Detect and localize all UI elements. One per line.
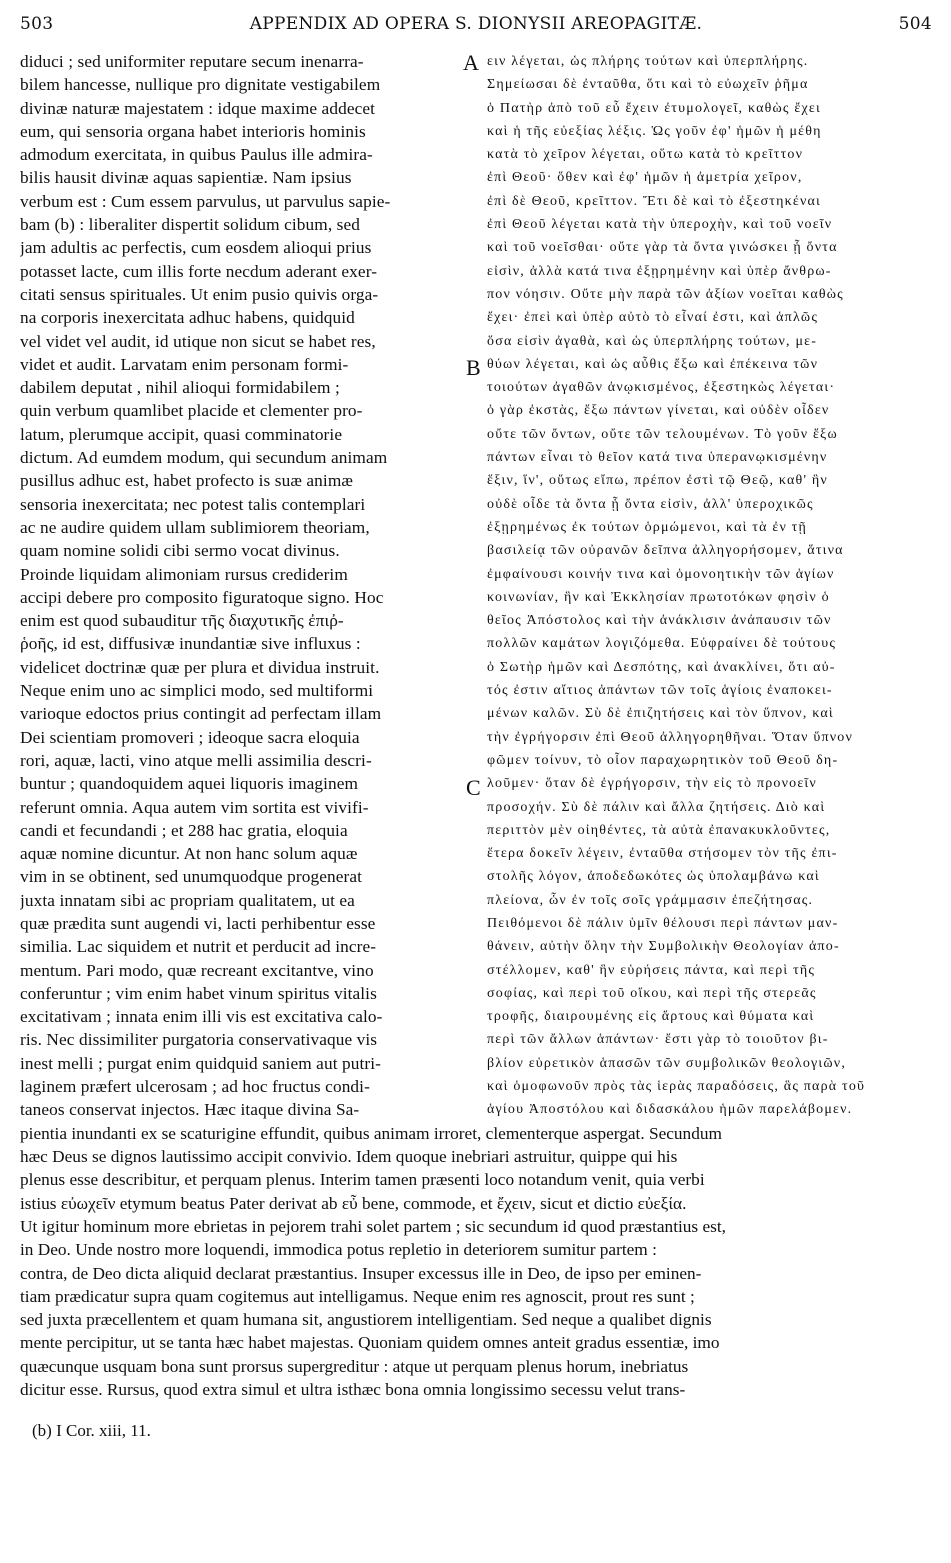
latin-line: quin verbum quamlibet placide et clementer pro- — [20, 401, 363, 421]
latin-line: taneos conservat injectos. Hæc itaque divina Sa- — [20, 1100, 360, 1120]
full-width-line: contra, de Deo dicta aliquid declarat præstantius. Insuper excessus ille in Deo, de ipso per eminen- — [20, 1263, 702, 1283]
latin-line: varioque edoctos prius contingit ad perfectam illam — [20, 704, 382, 724]
section-marker-c: C — [466, 775, 481, 800]
greek-line: τὴν ἐγρήγορσιν ἐπὶ Θεοῦ ἀλληγορηθῆναι. Ὅταν ὕπνον — [487, 729, 853, 745]
latin-column — [20, 50, 460, 1122]
latin-line: ris. Nec dissimiliter purgatoria conservativaque vis — [20, 1030, 378, 1050]
full-width-line: hæc Deus se dignos lautissimo accipit convivio. Idem quoque inebriari astruitur, quippe qui his — [20, 1147, 678, 1167]
greek-line: οὔτε τῶν ὄντων, οὔτε τῶν τελουμένων. Τὸ γοῦν ἔξω — [487, 426, 838, 442]
latin-line: quam nomine solidi cibi sermo vocat divinus. — [20, 541, 340, 561]
greek-line: ὅσα εἰσὶν ἀγαθὰ, καὶ ὡς ὑπερπλήρης τούτων, με- — [487, 333, 818, 349]
greek-line: καὶ τοῦ νοεῖσθαι· οὔτε γὰρ τὰ ὄντα γινώσκει ᾗ ὄντα — [487, 240, 838, 256]
latin-line: ac ne audire quidem ullam sublimiorem theoriam, — [20, 517, 370, 537]
greek-line: κοινωνίαν, ἣν καὶ Ἐκκλησίαν πρωτοτόκων φησὶν ὁ — [487, 589, 830, 605]
full-width-line: dicitur esse. Rursus, quod extra simul et ultra isthæc bona omnia longissimo secessu velut trans- — [20, 1380, 686, 1400]
full-width-line: in Deo. Unde nostro more loquendi, immodica potus repletio in deteriorem sumitur partem : — [20, 1240, 657, 1260]
latin-line: dictum. Ad eumdem modum, qui secundum animam — [20, 448, 388, 468]
full-width-line: tiam prædicatur supra quam cogitemus aut intelligamus. Neque enim res agnoscit, prout res sunt ; — [20, 1286, 695, 1306]
latin-line: bilem hancesse, nullique pro dignitate vestigabilem — [20, 75, 381, 95]
latin-line: citati sensus spirituales. Ut enim pusio quivis orga- — [20, 284, 379, 304]
greek-line: ἕτερα δοκεῖν λέγειν, ἐνταῦθα στήσομεν τὸν τῆς ἐπι- — [487, 846, 838, 862]
greek-line: ὁ Σωτὴρ ἡμῶν καὶ Δεσπότης, καὶ ἀνακλίνει, ὅτι αὐ- — [487, 659, 836, 675]
latin-line: mentum. Pari modo, quæ recreant excitantve, vino — [20, 960, 374, 980]
greek-line: ειν λέγεται, ὡς πλήρης τούτων καὶ ὑπερπλήρης. — [487, 54, 809, 69]
latin-line: dabilem deputat , nihil alioqui formidabilem ; — [20, 378, 340, 398]
full-width-line: Ut igitur hominum more ebrietas in pejorem trahi solet partem ; sic secundum id quod præstantius est, — [20, 1216, 726, 1236]
greek-line: σοφίας, καὶ περὶ τοῦ οἴκου, καὶ περὶ τῆς στερεᾶς — [487, 985, 817, 1001]
greek-line: ἐπὶ Θεοῦ λέγεται κατὰ τὴν ὑπεροχὴν, καὶ τοῦ νοεῖν — [487, 217, 833, 233]
greek-line: βασιλείᾳ τῶν οὐρανῶν δεῖπνα ἀλληγορήσομεν, ἅτινα — [487, 543, 844, 559]
latin-line: referunt omnia. Aqua autem vim sortita est vivifi- — [20, 797, 369, 817]
greek-line: στέλλομεν, καθ' ἣν εὑρήσεις πάντα, καὶ περὶ τῆς — [487, 962, 816, 978]
latin-line: aquæ nomine dicuntur. At non hanc solum aquæ — [20, 844, 358, 864]
greek-line: ὁ Πατὴρ ἀπὸ τοῦ εὖ ἔχειν ἐτυμολογεῖ, καθὼς ἔχει — [487, 100, 821, 116]
full-width-line: sed juxta præcellentem et quam humana sit, angustiorem intelligentiam. Sed neque a qualibet dignis — [20, 1310, 712, 1330]
greek-line: ἁγίου Ἀποστόλου καὶ διδασκάλου ἡμῶν παρελάβομεν. — [487, 1102, 853, 1118]
latin-line: similia. Lac siquidem et nutrit et perducit ad incre- — [20, 937, 377, 957]
latin-line: ῥοῆς, id est, diffusivæ inundantiæ sive influxus : — [20, 634, 361, 654]
greek-line: πολλῶν καμάτων λογιζόμεθα. Εὐφραίνει δὲ τούτους — [487, 636, 837, 652]
latin-line: Neque enim uno ac simplici modo, sed multiformi — [20, 681, 374, 701]
latin-line: enim est quod subauditur τῆς διαχυτικῆς ἐπιῤ- — [20, 611, 344, 631]
latin-line: jam adultis ac perfectis, cum eosdem alioqui prius — [20, 238, 372, 258]
greek-line: Πειθόμενοι δὲ πάλιν ὑμῖν θέλουσι περὶ πάντων μαν- — [487, 915, 839, 931]
page-header — [20, 14, 932, 38]
section-marker-a: A — [463, 50, 479, 75]
greek-line: πλείονα, ὧν ἐν τοῖς σοῖς γράμμασιν ἐπεζήτησας. — [487, 892, 814, 908]
greek-line: προσοχήν. Σὺ δὲ πάλιν καὶ ἄλλα ζητήσεις. Διὸ καὶ — [487, 799, 826, 815]
latin-line: videlicet doctrinæ quæ per plura et dividua instruit. — [20, 657, 380, 677]
latin-line: accipi debere pro composito figuratoque signo. Hoc — [20, 587, 384, 607]
greek-line: στολῆς λόγον, ἀποδεδωκότες ὡς ὑπολαμβάνω καὶ — [487, 869, 820, 885]
latin-line: divinæ naturæ majestatem : idque maxime addecet — [20, 98, 376, 118]
page-number-left: 503 — [20, 14, 54, 34]
full-width-line: quæcunque usquam bona sunt prorsus supergreditur : atque ut perquam plenus horum, inebriatus — [20, 1356, 689, 1376]
latin-line: vim in se obtinent, sed unumquodque progenerat — [20, 867, 362, 887]
greek-line: Σημείωσαι δὲ ἐνταῦθα, ὅτι καὶ τὸ εὐωχεῖν ῥῆμα — [487, 77, 809, 93]
latin-line: sensoria inexercitata; nec potest talis contemplari — [20, 494, 366, 514]
greek-line: περὶ τῶν ἄλλων ἁπάντων· ἔστι γὰρ τὸ τοιοῦτον βι- — [487, 1032, 829, 1048]
latin-line: na corporis inexercitata adhuc habens, quidquid — [20, 308, 355, 328]
greek-line: ἐξῃρημένως ἐκ τούτων ὁρμώμενοι, καὶ τὰ ἐν τῇ — [487, 519, 808, 535]
greek-line: λοῦμεν· ὅταν δὲ ἐγρήγορσιν, τὴν εἰς τὸ προνοεῖν — [487, 776, 817, 792]
latin-line: diduci ; sed uniformiter reputare secum inenarra- — [20, 52, 364, 71]
greek-line: θεῖος Ἀπόστολος καὶ τὴν ἀνάκλισιν ἀνάπαυσιν τῶν — [487, 613, 832, 629]
running-title: APPENDIX AD OPERA S. DIONYSII AREOPAGITÆ. — [249, 14, 703, 34]
latin-line: excitativam ; innata enim illi vis est excitativa calo- — [20, 1007, 383, 1027]
latin-line: laginem præfert ulcerosam ; ad hoc fructus condi- — [20, 1077, 370, 1097]
latin-line: inest melli ; purgat enim quidquid saniem aut putri- — [20, 1053, 382, 1073]
greek-line: καὶ ὁμοφωνοῦν πρὸς τὰς ἱερὰς παραδόσεις, ἃς παρὰ τοῦ — [487, 1079, 866, 1095]
greek-line: θάνειν, αὐτὴν ὅλην τὴν Συμβολικὴν Θεολογίαν ἀπο- — [487, 939, 840, 955]
greek-line: θύων λέγεται, καὶ ὡς αὖθις ἔξω καὶ ἐπέκεινα τῶν — [487, 356, 819, 372]
full-width-line: istius εὐωχεῖν etymum beatus Pater derivat ab εὖ bene, commode, et ἔχειν, sicut et dictio εὐεξία. — [20, 1193, 687, 1213]
greek-line: τός ἐστιν αἴτιος ἁπάντων τῶν τοῖς ἁγίοις ἐναποκει- — [487, 683, 833, 699]
latin-line: quæ prædita sunt augendi vi, lacti perhibentur esse — [20, 913, 376, 933]
latin-line: bilis hausit divinæ aquas sapientiæ. Nam ipsius — [20, 168, 352, 188]
greek-line: κατὰ τὸ χεῖρον λέγεται, οὕτω κατὰ τὸ κρεῖττον — [487, 147, 804, 163]
greek-line: εἰσὶν, ἀλλὰ κατά τινα ἐξῃρημένην καὶ ὑπὲρ ἄνθρω- — [487, 263, 832, 279]
latin-line: pusillus adhuc est, habet profecto is suæ animæ — [20, 471, 353, 491]
footnote: (b) I Cor. xiii, 11. — [32, 1421, 151, 1441]
greek-line: καὶ ἡ τῆς εὐεξίας λέξις. Ὡς γοῦν ἐφ' ἡμῶν ἡ μέθη — [487, 123, 822, 139]
greek-line: ἕξιν, ἵν', οὕτως εἴπω, πρέπον ἐστὶ τῷ Θεῷ, καθ' ἣν — [487, 473, 828, 489]
greek-line: ἐμφαίνουσι κοινήν τινα καὶ ὁμονοητικὴν τῶν ἁγίων — [487, 566, 835, 582]
greek-line: ἔχει· ἐπεὶ καὶ ὑπὲρ αὐτὸ τὸ εἶναί ἐστι, καὶ ἁπλῶς — [487, 310, 819, 326]
latin-line: Proinde liquidam alimoniam rursus crediderim — [20, 564, 348, 584]
full-width-line: plenus esse describitur, et perquam plenus. Interim tamen præsenti loco notandum venit, quia verbi — [20, 1170, 705, 1190]
greek-line: οὐδὲ οἶδε τὰ ὄντα ᾗ ὄντα εἰσὶν, ἀλλ' ὑπεροχικῶς — [487, 496, 814, 512]
greek-column — [487, 50, 935, 1122]
latin-line: rori, aquæ, lacti, vino atque melli assimilia descri- — [20, 750, 372, 770]
latin-line: bam (b) : liberaliter dispertit solidum cibum, sed — [20, 215, 360, 235]
greek-line: μένων καλῶν. Σὺ δὲ ἐπιζητήσεις καὶ τὸν ὕπνον, καὶ — [487, 706, 834, 722]
full-width-line: pientia inundanti ex se scaturigine effundit, quibus animam irroret, clementerque aspergat. Secundum — [20, 1123, 722, 1143]
greek-line: βλίον εὑρετικὸν ἁπασῶν τῶν συμβολικῶν θεολογιῶν, — [487, 1055, 847, 1071]
latin-line: verbum est : Cum essem parvulus, ut parvulus sapie- — [20, 191, 391, 211]
greek-line: πάντων εἶναι τὸ θεῖον κατά τινα ὑπερανῳκισμένην — [487, 450, 828, 466]
latin-line: Dei scientiam promoveri ; ideoque sacra eloquia — [20, 727, 360, 747]
greek-line: τροφῆς, διαιρουμένης εἰς ἄρτους καὶ θύματα καὶ — [487, 1009, 815, 1025]
full-width-text — [20, 1122, 935, 1402]
latin-line: eum, qui sensoria organa habet interioris hominis — [20, 121, 366, 141]
latin-line: potasset lacte, cum illis forte necdum aderant exer- — [20, 261, 378, 281]
greek-line: πον νόησιν. Οὔτε μὴν παρὰ τῶν ἀξίων νοεῖται καθὼς — [487, 286, 844, 302]
latin-line: latum, plerumque accipit, quasi comminatorie — [20, 424, 343, 444]
latin-line: vel videt vel audit, id utique non sicut se habet res, — [20, 331, 376, 351]
page-number-right: 504 — [898, 14, 932, 34]
greek-line: ἐπὶ δὲ Θεοῦ, κρεῖττον. Ἔτι δὲ καὶ τὸ ἐξεστηκέναι — [487, 193, 822, 209]
full-width-line: mente percipitur, ut se tanta hæc habet majestas. Quoniam quidem omnes anteit gradus essentiæ, imo — [20, 1333, 720, 1353]
greek-line: ἐπὶ Θεοῦ· ὅθεν καὶ ἐφ' ἡμῶν ἡ ἀμετρία χεῖρον, — [487, 170, 803, 186]
latin-line: videt et audit. Larvatam enim personam formi- — [20, 354, 349, 374]
greek-line: περιττὸν μὲν οἰηθέντες, τὰ αὐτὰ ἐπανακυκλοῦντες, — [487, 822, 831, 838]
greek-line: ὁ γὰρ ἐκστὰς, ἔξω πάντων γίνεται, καὶ οὐδὲν οἶδεν — [487, 403, 830, 419]
greek-line: τοιούτων ἀγαθῶν ἀνῳκισμένος, ἐξεστηκὼς λέγεται· — [487, 380, 836, 396]
section-marker-b: B — [466, 355, 481, 380]
latin-line: buntur ; quandoquidem aquei liquoris imaginem — [20, 774, 359, 794]
latin-line: conferuntur ; vim enim habet vinum spiritus vitalis — [20, 983, 377, 1003]
latin-line: candi et fecundandi ; et 288 hac gratia, eloquia — [20, 820, 348, 840]
latin-line: admodum exercitata, in quibus Paulus ille admira- — [20, 145, 373, 165]
greek-line: φῶμεν τοίνυν, τὸ οἷον παραχωρητικὸν τοῦ Θεοῦ δη- — [487, 752, 839, 768]
latin-line: juxta innatam sibi ac propriam qualitatem, ut ea — [20, 890, 355, 910]
